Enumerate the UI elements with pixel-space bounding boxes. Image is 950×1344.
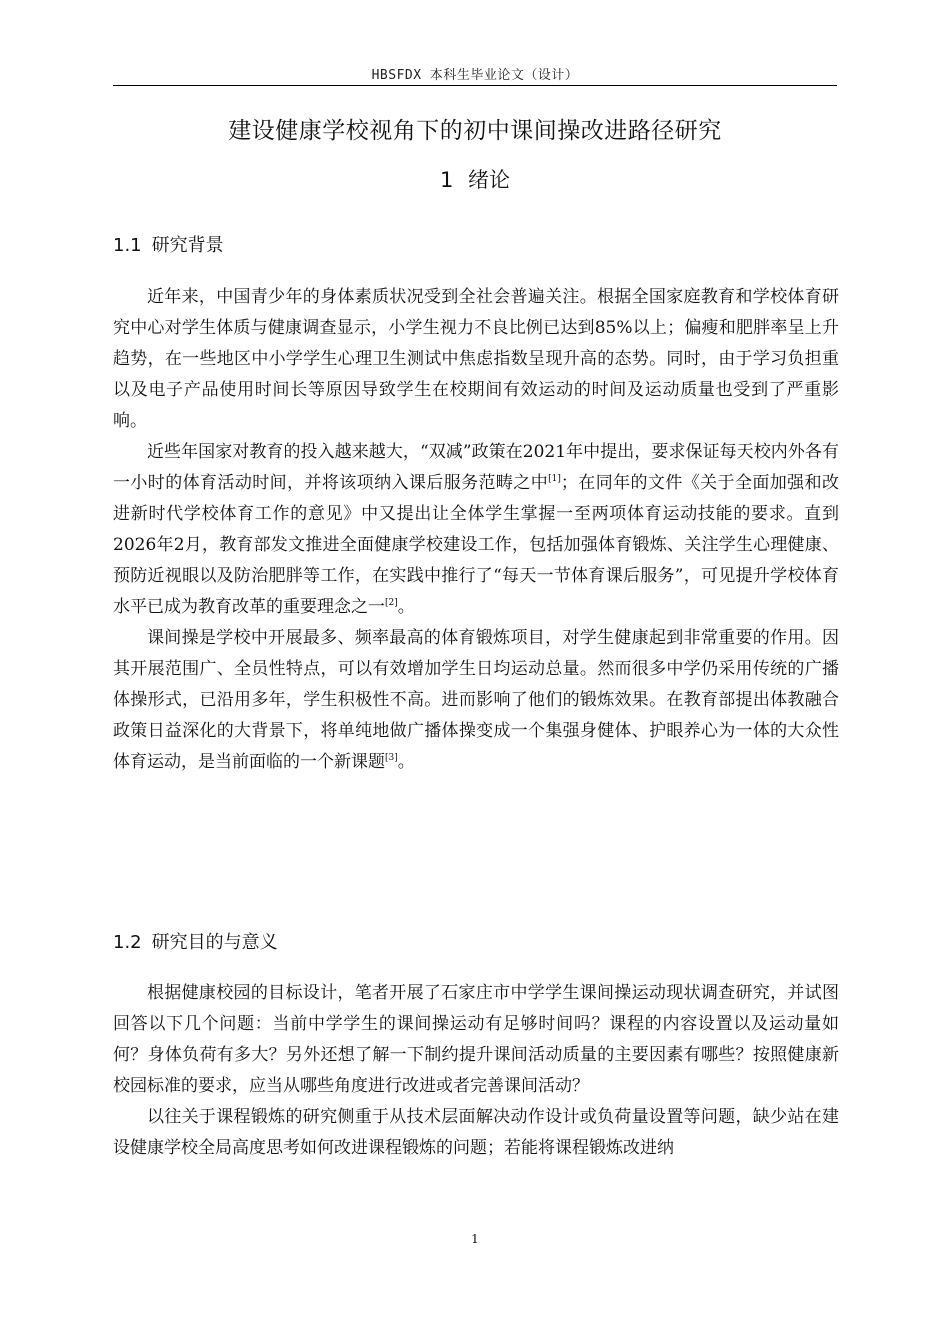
paragraph-text: 根据健康校园的目标设计，笔者开展了石家庄市中学学生课间操运动现状调查研究，并试图回答以下几个问题：当前中学学生的课间操运动有足够时间吗？课程的内容设置以及运动量如何？身体负荷有多大？另外还想了解一下制约提升课间活动质量的主要因素有哪些？按照健康新校园标准的要求，应当从哪些角度进行改进或者完善课间活动？: [113, 983, 839, 1096]
section-title: 研究目的与意义: [151, 932, 278, 953]
chapter-title: 绪论: [468, 168, 511, 192]
paragraph-text: 近些年国家对教育的投入越来越大，“双减”政策在2021年中提出，要求保证每天校内外各有一小时的体育活动时间，并将该项纳入课后服务范畴之中: [113, 442, 839, 493]
paragraph: [113, 437, 839, 623]
paragraph-text: ；在同年的文件《关于全面加强和改进新时代学校体育工作的意见》中又提出让全体学生掌握一至两项体育运动技能的要求。直到2026年2月，教育部发文推进全面健康学校建设工作，包括加强体育锻炼、关注学生心理健康、预防近视眼以及防治肥胖等工作，在实践中推行了“每天一节体育课后服务”，可见提升学校体育水平已成为教育改革的重要理念之一: [113, 473, 839, 617]
paragraph: [113, 623, 839, 778]
section-heading-1-1: [113, 231, 224, 257]
chapter-number: 1: [439, 168, 454, 192]
section-number: 1.1: [113, 235, 142, 256]
chapter-heading: [0, 164, 950, 194]
citation: [1]: [548, 474, 561, 484]
paragraph: [113, 282, 839, 437]
citation: [3]: [385, 753, 398, 763]
paragraph-text: 课间操是学校中开展最多、频率最高的体育锻炼项目，对学生健康起到非常重要的作用。因其开展范围广、全员性特点，可以有效增加学生日均运动总量。然而很多中学仍采用传统的广播体操形式，已沿用多年，学生积极性不高。进而影响了他们的锻炼效果。在教育部提出体教融合政策日益深化的大背景下，将单纯地做广播体操变成一个集强身健体、护眼养心为一体的大众性体育运动，是当前面临的一个新课题: [113, 628, 839, 772]
section-title: 研究背景: [151, 235, 224, 256]
citation: [2]: [385, 598, 398, 608]
paragraph: [113, 978, 839, 1102]
running-header: HBSFDX 本科生毕业论文（设计）: [371, 68, 579, 83]
section-1-1-body: [113, 282, 839, 778]
section-number: 1.2: [113, 932, 142, 953]
paragraph-text: 。: [397, 597, 415, 617]
page-number: 1: [471, 1232, 479, 1246]
paragraph: [113, 1102, 839, 1164]
section-heading-1-2: [113, 928, 278, 954]
header-rule: [113, 85, 837, 86]
paragraph-text: 。: [397, 752, 415, 772]
section-1-2-body: [113, 978, 839, 1164]
paragraph-text: 近年来，中国青少年的身体素质状况受到全社会普遍关注。根据全国家庭教育和学校体育研究中心对学生体质与健康调查显示，小学生视力不良比例已达到85%以上；偏瘦和肥胖率呈上升趋势，在一些地区中小学学生心理卫生测试中焦虑指数呈现升高的态势。同时，由于学习负担重以及电子产品使用时间长等原因导致学生在校期间有效运动的时间及运动质量也受到了严重影响。: [113, 287, 839, 431]
paragraph-text: 以往关于课程锻炼的研究侧重于从技术层面解决动作设计或负荷量设置等问题，缺少站在建设健康学校全局高度思考如何改进课程锻炼的问题；若能将课程锻炼改进纳: [113, 1107, 839, 1158]
thesis-title: 建设健康学校视角下的初中课间操改进路径研究: [228, 118, 722, 144]
